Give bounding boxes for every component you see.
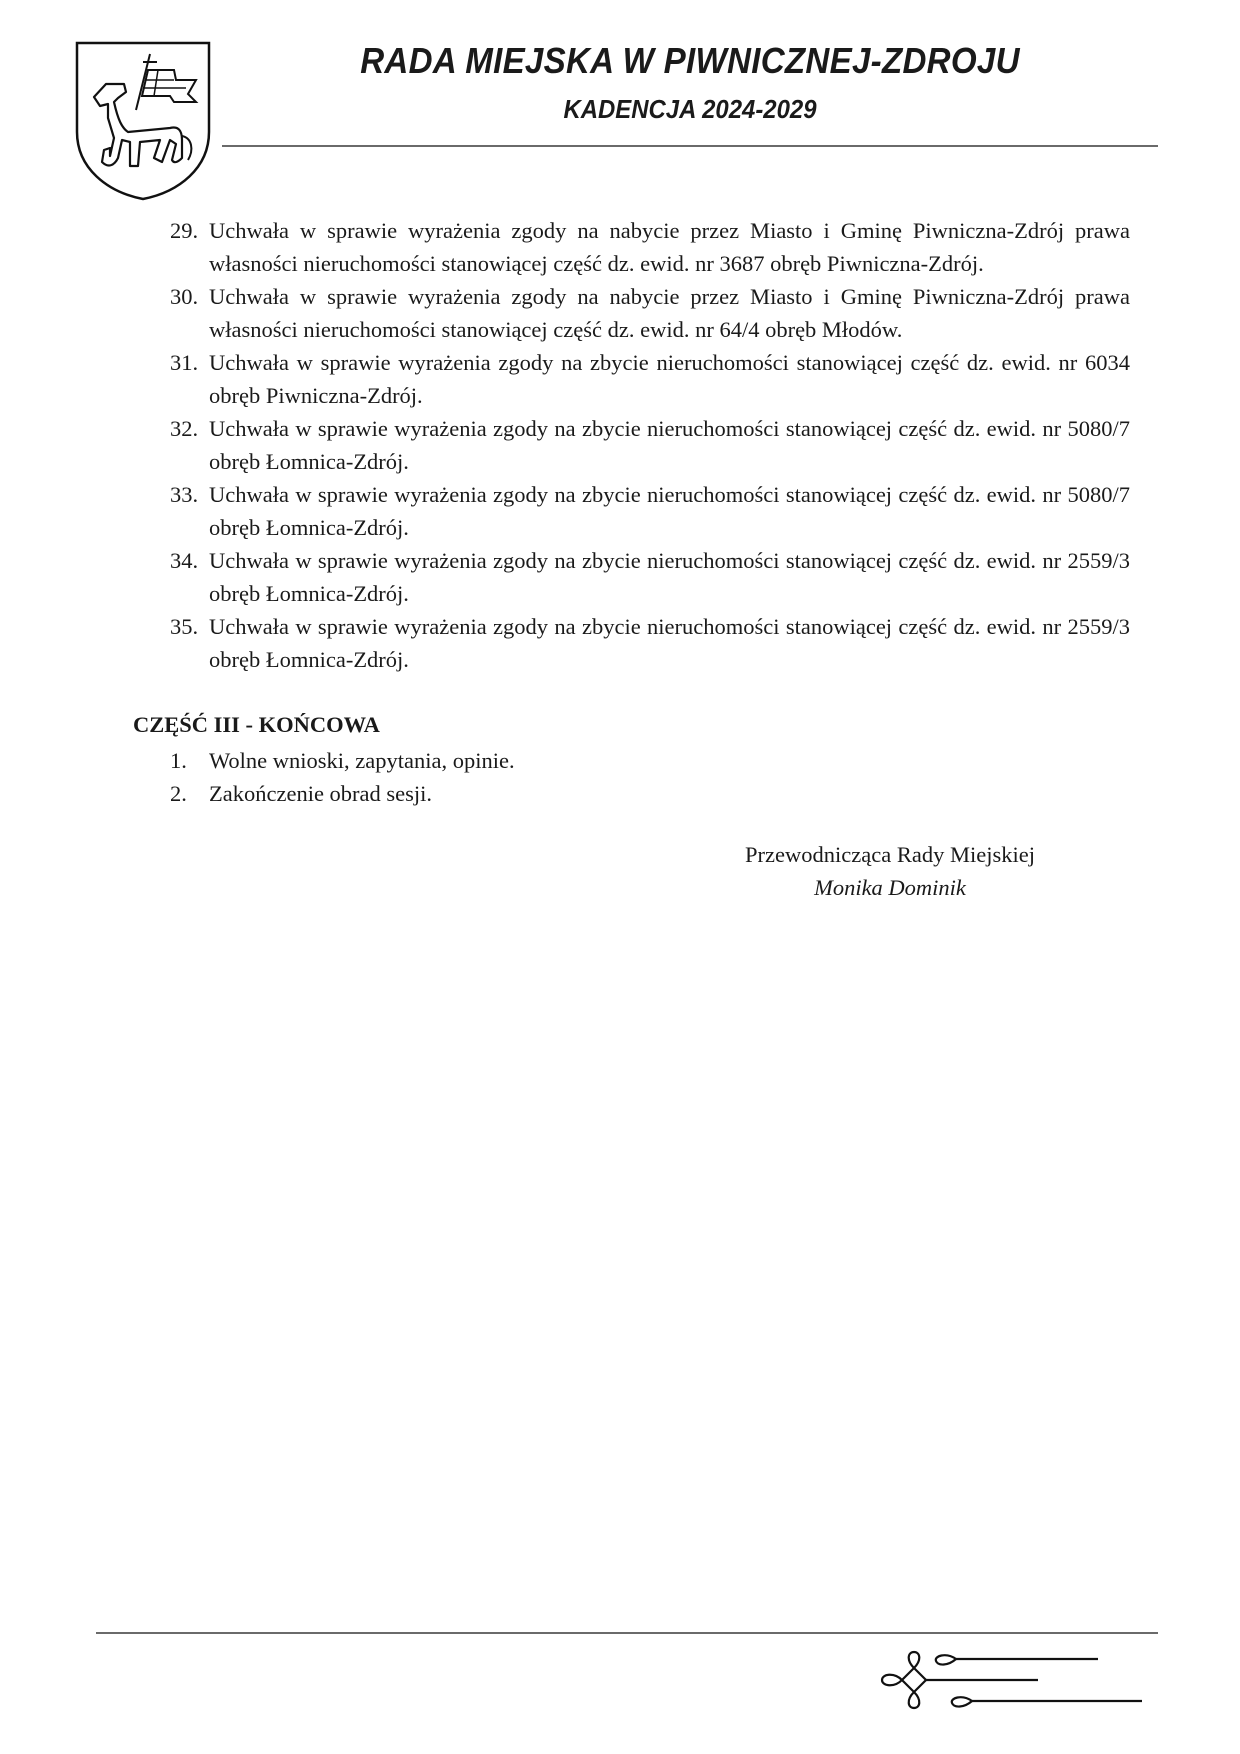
signature-name: Monika Dominik xyxy=(814,875,966,900)
agenda-item-number: 34. xyxy=(170,548,199,573)
agenda-item-number: 33. xyxy=(170,482,199,507)
agenda-item xyxy=(170,478,1130,544)
header-divider xyxy=(222,145,1158,147)
agenda-item xyxy=(170,544,1130,610)
final-item-number: 2. xyxy=(170,781,187,806)
final-item xyxy=(170,744,515,777)
agenda-item xyxy=(170,214,1130,280)
agenda-item-text: Uchwała w sprawie wyrażenia zgody na zbycie nieruchomości stanowiącej część dz. ewid. nr 5080/7 obręb Łomnica-Zdrój. xyxy=(209,416,1130,474)
agenda-item-number: 29. xyxy=(170,218,199,243)
final-item xyxy=(170,777,515,810)
agenda-item-text: Uchwała w sprawie wyrażenia zgody na nabycie przez Miasto i Gminę Piwniczna-Zdrój prawa własności nieruchomości stanowiącej część dz. ewid. nr 3687 obręb Piwniczna-Zdrój. xyxy=(209,218,1130,276)
agenda-item-number: 31. xyxy=(170,350,199,375)
decorative-flourish-icon xyxy=(876,1644,1156,1714)
final-item-text: Zakończenie obrad sesji. xyxy=(209,781,433,806)
document-title: RADA MIEJSKA W PIWNICZNEJ-ZDROJU xyxy=(360,40,1020,81)
agenda-item-text: Uchwała w sprawie wyrażenia zgody na zbycie nieruchomości stanowiącej część dz. ewid. nr 2559/3 obręb Łomnica-Zdrój. xyxy=(209,614,1130,672)
agenda-item xyxy=(170,346,1130,412)
agenda-item-text: Uchwała w sprawie wyrażenia zgody na zbycie nieruchomości stanowiącej część dz. ewid. nr 2559/3 obręb Łomnica-Zdrój. xyxy=(209,548,1130,606)
coat-of-arms-crest-icon xyxy=(74,40,212,202)
final-section-list xyxy=(170,744,515,810)
agenda-item xyxy=(170,610,1130,676)
final-item-text: Wolne wnioski, zapytania, opinie. xyxy=(209,748,515,773)
signature-role: Przewodnicząca Rady Miejskiej xyxy=(745,842,1035,867)
agenda-item xyxy=(170,280,1130,346)
agenda-item xyxy=(170,412,1130,478)
agenda-item-number: 30. xyxy=(170,284,199,309)
agenda-item-text: Uchwała w sprawie wyrażenia zgody na nabycie przez Miasto i Gminę Piwniczna-Zdrój prawa własności nieruchomości stanowiącej część dz. ewid. nr 64/4 obręb Młodów. xyxy=(209,284,1130,342)
agenda-item-number: 32. xyxy=(170,416,199,441)
agenda-list xyxy=(170,214,1130,676)
document-subtitle: KADENCJA 2024-2029 xyxy=(563,94,817,124)
final-item-number: 1. xyxy=(170,748,187,773)
agenda-item-number: 35. xyxy=(170,614,199,639)
section-heading: CZĘŚĆ III - KOŃCOWA xyxy=(133,712,380,737)
agenda-item-text: Uchwała w sprawie wyrażenia zgody na zbycie nieruchomości stanowiącej część dz. ewid. nr 5080/7 obręb Łomnica-Zdrój. xyxy=(209,482,1130,540)
footer-divider xyxy=(96,1632,1158,1634)
agenda-item-text: Uchwała w sprawie wyrażenia zgody na zbycie nieruchomości stanowiącej część dz. ewid. nr 6034 obręb Piwniczna-Zdrój. xyxy=(209,350,1130,408)
